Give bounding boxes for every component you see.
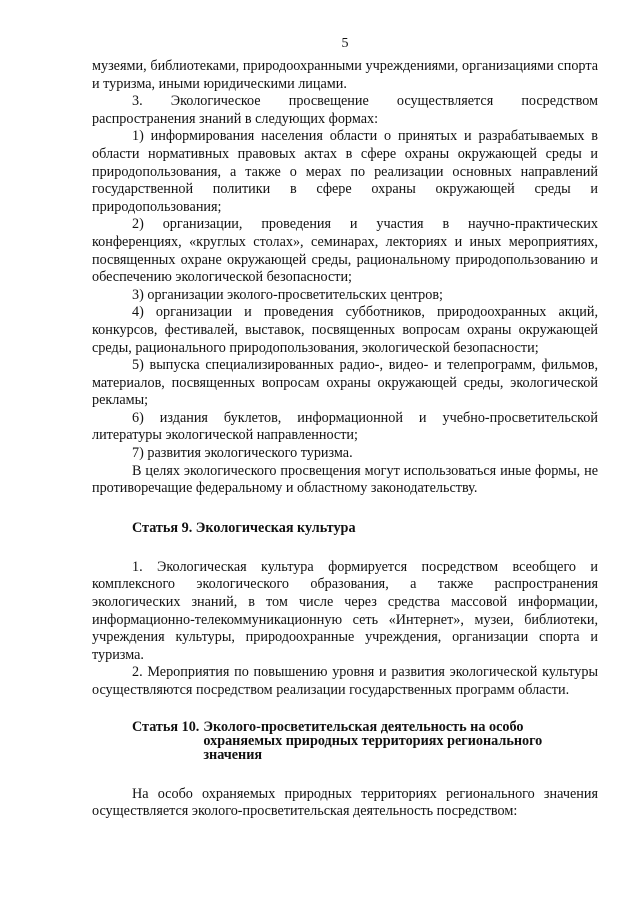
article-9-body xyxy=(92,559,598,700)
paragraph-continuation: музеями, библиотеками, природоохранными учреждениями, организациями спорта и туризма, иными юридическими лицами. xyxy=(92,58,598,92)
article-10-heading-title: Эколого-просветительская деятельность на особо охраняемых природных территориях регионального значения xyxy=(203,718,543,763)
list-item-7: 7) развития экологического туризма. xyxy=(132,445,353,462)
paragraph-closing: В целях экологического просвещения могут использоваться иные формы, не противоречащие федеральному и областному законодательству. xyxy=(92,462,598,497)
article-9-heading: Статья 9. Экологическая культура xyxy=(132,519,356,536)
page-number: 5 xyxy=(341,36,349,51)
article-9-paragraph-2: 2. Мероприятия по повышению уровня и развития экологической культуры осуществляются посредством реализации государственных программ области. xyxy=(92,664,598,698)
list-item-1: 1) информирования населения области о принятых и разрабатываемых в области нормативных правовых актах в сфере охраны окружающей среды и природопользования, а также о мерах по реализации основных направлений государственной политики в сфере охраны окружающей среды и природопользования; xyxy=(92,128,598,215)
list-item-3: 3) организации эколого-просветительских центров; xyxy=(132,286,443,303)
paragraph-item-3: 3. Экологическое просвещение осуществляется посредством распространения знаний в следующих формах: xyxy=(92,93,598,127)
article-10-heading xyxy=(132,720,598,762)
article-9-paragraph-1: 1. Экологическая культура формируется посредством всеобщего и комплексного экологического образования, а также распространения экологических знаний, в том числе через средства массовой информации, информационно-телекоммуникационную сеть «Интернет», музеи, библиотеки, учреждения культуры, природоохранные учреждения, организации спорта и туризма. xyxy=(92,558,598,663)
article-10-body xyxy=(92,786,598,821)
list-item-5: 5) выпуска специализированных радио-, видео- и телепрограмм, фильмов, материалов, посвященных вопросам охраны окружающей среды, экологической рекламы; xyxy=(92,357,598,409)
list-item-4: 4) организации и проведения субботников, природоохранных акций, конкурсов, фестивалей, выставок, посвященных вопросам охраны окружающей среды, рационального природопользования, экологической безопасности; xyxy=(92,304,598,356)
article-10-paragraph-1: На особо охраняемых природных территориях регионального значения осуществляется эколого-просветительская деятельность посредством: xyxy=(92,785,598,820)
list-item-2: 2) организации, проведения и участия в научно-практических конференциях, «круглых столах», семинарах, лекториях и иных мероприятиях, посвященных охране окружающей среды, рациональному природопользованию и обеспечению экологической безопасности; xyxy=(92,216,598,286)
article-10-heading-prefix: Статья 10. xyxy=(132,718,200,735)
top-section xyxy=(92,58,598,498)
list-item-6: 6) издания буклетов, информационной и учебно-просветительской литературы экологической направленности; xyxy=(92,409,598,444)
